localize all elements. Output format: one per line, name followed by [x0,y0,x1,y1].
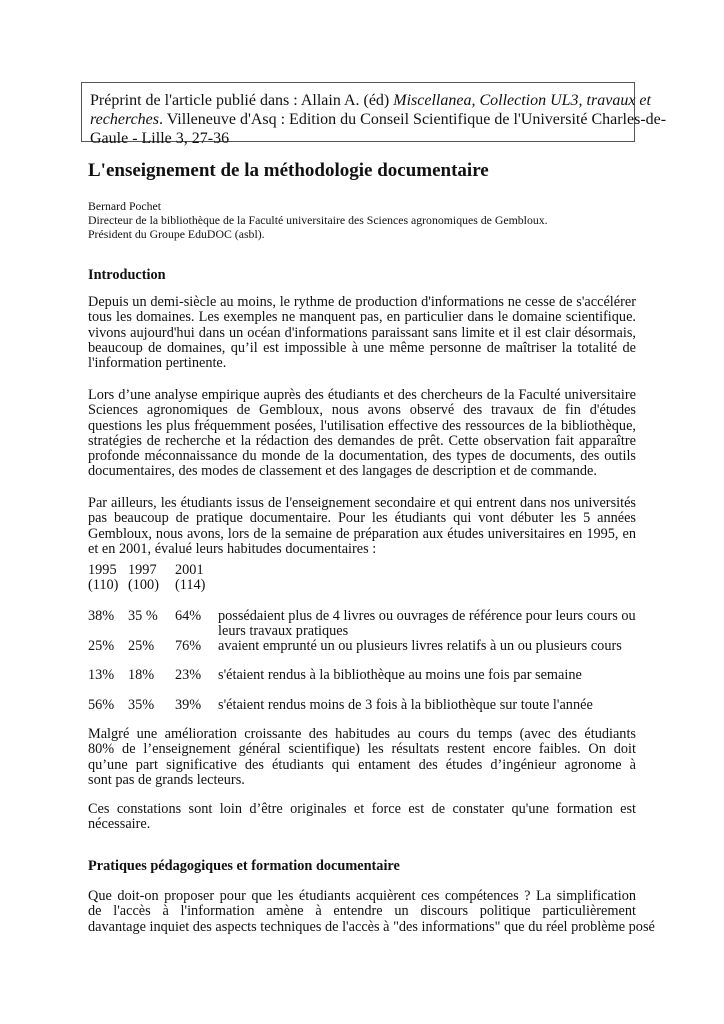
text-line: questions les plus fréquemment posées, l'utilisation effective des ressources de la bibliothèque, [88,418,636,434]
survey-value: 39% [175,697,202,713]
paragraph [88,802,636,833]
preprint-italic: Miscellanea, Collection UL3, travaux et [393,92,651,109]
year-header: 1995 [88,562,117,578]
survey-value: 35% [128,697,155,713]
paragraph [88,388,636,480]
survey-description: avaient emprunté un ou plusieurs livres relatifs à un ou plusieurs cours [218,638,622,654]
sample-size: (114) [175,577,206,593]
text-line: Par ailleurs, les étudiants issus de l'enseignement secondaire et qui entrent dans nos universités [88,496,636,511]
survey-value: 64% [175,608,202,624]
survey-description: possédaient plus de 4 livres ou ouvrages de référence pour leurs cours ou [218,608,636,624]
survey-description: s'étaient rendus moins de 3 fois à la bibliothèque sur toute l'année [218,697,593,713]
text-line: Sciences agronomiques de Gembloux, nous avons observé des travaux de fin d'études [88,403,636,419]
preprint-text: Préprint de l'article publié dans : Allain A. (éd) [90,92,394,109]
text-line: Gembloux, nous avons, lors de la semaine de préparation aux études universitaires en 1995, en [88,526,636,542]
survey-value: 56% [88,697,115,713]
sample-size: (100) [128,577,159,593]
text-line: Lors d’une analyse empirique auprès des étudiants et des chercheurs de la Faculté universitaire [88,388,636,403]
text-line: Ces constations sont loin d’être originales et force est de constater qu'une formation est [88,802,636,817]
year-header: 2001 [175,562,204,578]
year-header: 1997 [128,562,157,578]
paragraph [88,727,636,788]
preprint-italic: recherches [90,111,159,128]
survey-description: s'étaient rendus à la bibliothèque au moins une fois par semaine [218,667,582,683]
paragraph [88,295,636,371]
survey-value: 25% [88,638,115,654]
text-line: profonde méconnaissance du monde de la documentation, des types de documents, des outils [88,449,636,465]
text-line: l'information pertinente. [88,355,227,372]
text-line: Depuis un demi-siècle au moins, le rythme de production d'informations ne cesse de s'accélérer [88,295,636,310]
text-line: vivons aujourd'hui dans un océan d'informations paraissant sans limite et il est clair désormais, [88,325,636,341]
text-line: nécessaire. [88,816,151,833]
survey-value: 38% [88,608,115,624]
text-line: stratégies de recherche et la rédaction des demandes de prêt. Cette observation fait apparaître [88,433,636,449]
survey-value: 25% [128,638,155,654]
survey-description: leurs travaux pratiques [218,623,349,640]
survey-value: 35 % [128,608,158,624]
text-line: de l'accès à l'information amène à entendre un discours politique particulièrement [88,904,636,920]
paragraph [88,889,655,935]
page-title: L'enseignement de la méthodologie documentaire [88,160,489,181]
text-line: 80% de l’enseignement général scientifique) les résultats restent encore faibles. On doit [88,742,636,758]
preprint-line-3: Gaule - Lille 3, 27-36 [90,130,230,147]
survey-value: 76% [175,638,202,654]
text-line: beaucoup de domaines, qu’il est impossible à une même personne de maîtriser la totalité de [88,340,636,356]
section-heading: Pratiques pédagogiques et formation documentaire [88,858,400,874]
preprint-line-1 [90,91,651,110]
text-line: tous les domaines. Les exemples ne manquent pas, en particulier dans le domaine scientifique. [88,310,636,326]
preprint-text: . Villeneuve d'Asq : Edition du Conseil Scientifique de l'Université Charles-de- [159,111,667,128]
preprint-notice [81,82,667,147]
text-line: sont pas de grands lecteurs. [88,771,245,788]
survey-value: 13% [88,667,115,683]
author-role: Directeur de la bibliothèque de la Faculté universitaire des Sciences agronomiques de Gembloux. [88,213,548,227]
section-heading: Introduction [88,267,166,283]
paragraph [88,496,636,557]
author-role: Président du Groupe EduDOC (asbl). [88,227,265,241]
author-name: Bernard Pochet [88,199,162,213]
survey-value: 18% [128,667,155,683]
preprint-line-2 [90,110,667,129]
author-block [88,199,636,241]
text-line: et en 2001, évalué leurs habitudes documentaires : [88,540,377,557]
text-line: davantage inquiet des aspects techniques de l'accès à "des informations" que du réel problème posé [88,918,655,935]
text-line: pas beaucoup de pratique documentaire. Pour les étudiants qui vont débuter les 5 années [88,511,636,527]
sample-size: (110) [88,577,119,593]
text-line: qu’une part significative des étudiants qui entament des études d’ingénieur agronome à [88,757,636,773]
survey-value: 23% [175,667,202,683]
text-line: Malgré une amélioration croissante des habitudes au cours du temps (avec des étudiants [88,727,636,742]
text-line: documentaires, des modes de classement et des langages de description et de commande. [88,463,597,480]
text-line: Que doit-on proposer pour que les étudiants acquièrent ces compétences ? La simplification [88,889,636,904]
